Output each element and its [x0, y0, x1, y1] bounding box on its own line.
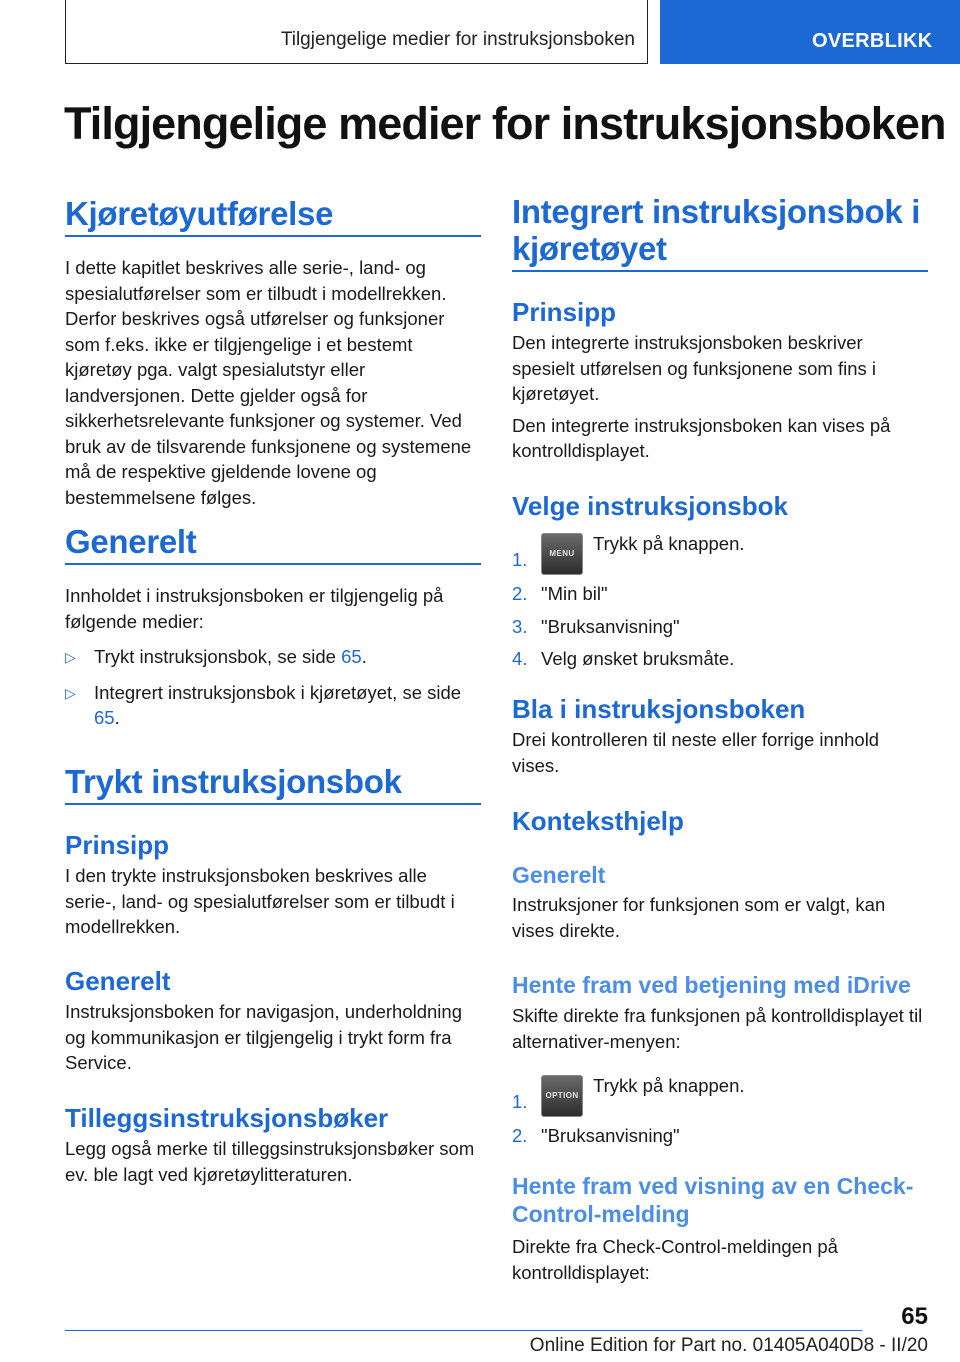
heading-generelt: Generelt — [65, 523, 197, 560]
subheading-prinsipp: Prinsipp — [512, 297, 617, 327]
generelt-intro: Innholdet i instruksjonsboken er tilgjengelig på følgende medier: — [65, 585, 444, 632]
subheading-hente-fram-check-control: Hente fram ved visning av en Check-Control-melding — [512, 1173, 914, 1227]
triangle-bullet-icon: ▷ — [65, 649, 76, 665]
prinsipp-text-2: Den integrerte instruksjonsboken kan vises på kontrolldisplayet. — [512, 414, 891, 461]
list-item: 2. "Min bil" — [512, 583, 608, 604]
idrive-text: Skifte direkte fra funksjonen på kontrolldisplayet til alternativer-menyen: — [512, 1005, 923, 1052]
heading-kjoretoyutforelse: Kjøretøyutførelse — [65, 195, 334, 232]
subheading-bla-i-instruksjonsboken: Bla i instruksjonsboken — [512, 694, 806, 724]
section-tab-overblikk[interactable]: OVERBLIKK — [660, 0, 960, 64]
triangle-bullet-icon: ▷ — [65, 684, 76, 701]
prinsipp-text: I den trykte instruksjonsboken beskrives alle serie-, land- og spesialutførelser som er tilbudt i modellrekken. — [65, 865, 455, 937]
subheading-generelt: Generelt — [512, 862, 606, 888]
list-item: 2. "Bruksanvisning" — [512, 1125, 680, 1146]
kjoretoyutforelse-text: I dette kapitlet beskrives alle serie-, land- og spesialutførelser som er tilbudt i modellrekken. Derfor beskrives også utførelser og funksjoner som f.eks. ikke er tilgjengelige i et bestemt kjøretøy pga. valgt spesialutstyr eller landversjonen. Dette gjelder også for sikkerhetsrelevante funksjoner og systemer. Ved bruk av de tilsvarende funksjonene og systemene må de respektive gjeldende lovene og bestemmelsene følges. — [65, 257, 472, 508]
heading-trykt-instruksjonsbok: Trykt instruksjonsbok — [65, 763, 402, 800]
heading-rule — [512, 270, 928, 272]
header-breadcrumb: Tilgjengelige medier for instruksjonsboken — [280, 29, 635, 50]
list-item: ▷ Integrert instruksjonsbok i kjøretøyet, se side 65. — [65, 681, 462, 728]
check-control-text: Direkte fra Check-Control-meldingen på kontrolldisplayet: — [512, 1236, 838, 1283]
page-link[interactable]: 65 — [94, 707, 115, 728]
subheading-generelt: Generelt — [65, 966, 171, 996]
menu-button-icon[interactable]: MENU — [541, 533, 583, 575]
heading-rule — [65, 803, 481, 805]
footer-rule — [65, 1330, 862, 1331]
page-title: Tilgjengelige medier for instruksjonsboken — [64, 98, 946, 149]
konteksthjelp-generelt-text: Instruksjoner for funksjonen som er valgt, kan vises direkte. — [512, 894, 886, 941]
heading-integrert-instruksjonsbok: Integrert instruksjonsbok i kjøretøyet — [512, 193, 921, 267]
bla-text: Drei kontrolleren til neste eller forrige innhold vises. — [512, 729, 880, 776]
page-number: 65 — [901, 1303, 928, 1330]
generelt-text: Instruksjonsboken for navigasjon, underholdning og kommunikasjon er tilgjengelig i trykt form fra Service. — [65, 1001, 462, 1073]
list-item: 3. "Bruksanvisning" — [512, 615, 680, 637]
heading-rule — [65, 563, 481, 565]
subheading-tilleggsinstruksjonsboker: Tilleggsinstruksjonsbøker — [65, 1103, 389, 1133]
tilleggsinstruksjonsboker-text: Legg også merke til tilleggsinstruksjonsbøker som ev. ble lagt ved kjøretøylitteraturen. — [65, 1138, 475, 1185]
subheading-hente-fram-idrive: Hente fram ved betjening med iDrive — [512, 972, 911, 998]
subheading-prinsipp: Prinsipp — [65, 830, 170, 860]
heading-rule — [65, 235, 481, 237]
list-item: 1. MENU Trykk på knappen. — [512, 531, 928, 571]
prinsipp-text: Den integrerte instruksjonsboken beskriver spesielt utførelsen og funksjonene som fins i kjøretøyet. — [512, 332, 877, 404]
subheading-konteksthjelp: Konteksthjelp — [512, 806, 684, 836]
footer-edition: Online Edition for Part no. 01405A040D8 - II/20 — [529, 1335, 928, 1356]
page-link[interactable]: 65 — [341, 646, 362, 667]
list-item: 4. Velg ønsket bruksmåte. — [512, 648, 735, 669]
list-item: 1. OPTION Trykk på knappen. — [512, 1073, 928, 1113]
option-button-icon[interactable]: OPTION — [541, 1075, 583, 1117]
subheading-velge-instruksjonsbok: Velge instruksjonsbok — [512, 491, 788, 521]
list-item: ▷ Trykt instruksjonsbok, se side 65. — [65, 644, 481, 670]
